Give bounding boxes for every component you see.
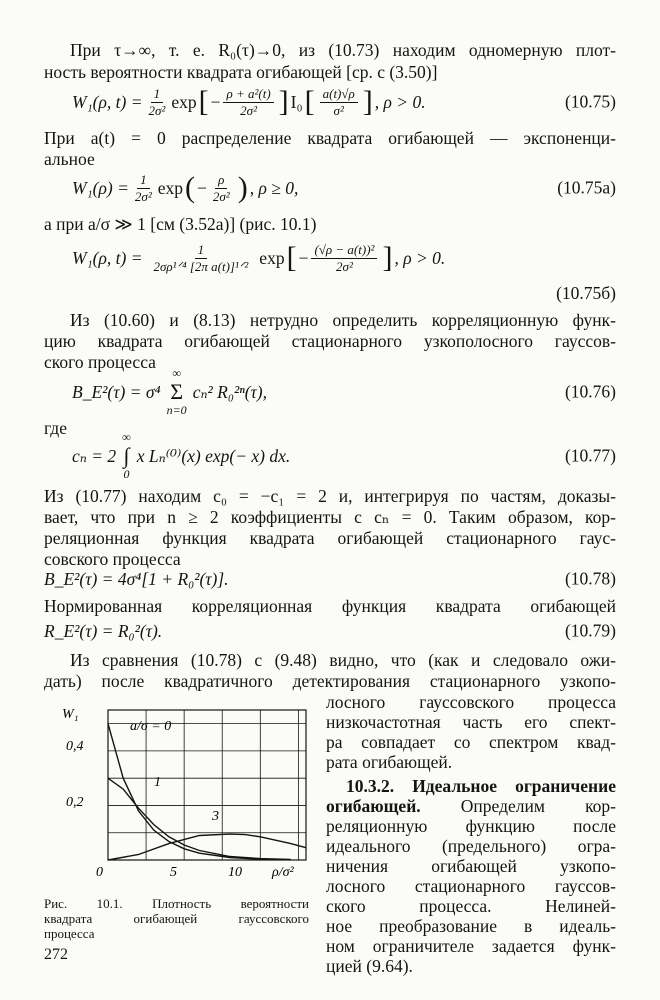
integral-symbol: ∫: [123, 443, 130, 468]
eq-rhs: x Lₙ⁽⁰⁾(x) exp(− x) dx.: [136, 445, 291, 466]
equation-10-76: [44, 368, 616, 416]
right-col-line: ра совпадает со спектром квад-: [326, 732, 616, 752]
sum-symbol: Σ: [170, 379, 184, 404]
section-line: цией (9.64).: [326, 956, 413, 976]
frac-den: 2σ²: [336, 258, 353, 274]
sum-top: ∞: [172, 366, 181, 380]
figure-caption: [44, 896, 309, 941]
series-line-3: [108, 834, 306, 860]
section-line: ное преобразование в идеаль-: [326, 916, 616, 936]
section-line: лосного стационарного гауссов-: [326, 876, 616, 896]
para-compare-line-2: дать) после квадратичного детектирования стационарного узкопо-: [44, 671, 616, 691]
right-col-line: лосного гауссовского процесса: [326, 692, 616, 712]
exp-label: exp: [157, 177, 183, 198]
frac-den: 2σρ¹ᐟ⁴ [2π a(t)]¹ᐟ²: [153, 258, 249, 274]
equation-10-77: [44, 432, 616, 480]
page-number: 272: [44, 946, 68, 963]
series-line-2: [108, 778, 291, 859]
intro-line-2: ность вероятности квадрата огибающей [ср. с (3.50)]: [44, 62, 438, 82]
frac-num: (√ρ − a(t))²: [311, 242, 377, 259]
intro-line-1: При τ→∞, т. е. R₀(τ)→0, из (10.73) находим одномерную плот-: [70, 40, 616, 60]
section-line: идеального (предельного) огра-: [326, 836, 616, 856]
chart-curves: [108, 724, 306, 860]
x-tick-label: 0: [96, 865, 103, 880]
int-bottom: 0: [123, 467, 130, 481]
x-tick-label: 5: [170, 865, 177, 880]
eq-expr: B_E²(τ) = 4σ⁴[1 + R₀²(τ)].: [44, 568, 229, 589]
section-line: [326, 796, 616, 816]
where-text: где: [44, 418, 67, 438]
eq-number: (10.78): [564, 568, 616, 589]
frac-den: σ²: [333, 102, 344, 118]
curve-label-3: 3: [212, 809, 219, 824]
frac-den: 2σ²: [134, 188, 152, 204]
frac-num: ρ + a²(t): [223, 86, 273, 103]
eq-number: (10.75а): [557, 177, 616, 198]
frac-den: 2σ²: [148, 102, 166, 118]
section-line: ном ограничителе задается функ-: [326, 936, 616, 956]
eq-lhs: W₁(ρ, t) =: [72, 91, 143, 112]
caption-line: квадрата огибающей гауссовского: [44, 911, 309, 926]
frac-den: 2σ²: [212, 188, 230, 204]
right-col-line: низкочастотная часть его спект-: [326, 712, 616, 732]
caption-line: Рис. 10.1. Плотность вероятности: [44, 896, 309, 911]
caption-line: процесса: [44, 926, 95, 941]
eq-condition: , ρ ≥ 0,: [249, 177, 299, 198]
figure-10-1: [40, 696, 320, 886]
para-compare-line-1: Из сравнения (10.78) с (9.48) видно, что (как и следовало ожи-: [70, 650, 616, 670]
para-norm: Нормированная корреляционная функция квадрата огибающей: [44, 596, 616, 616]
eq-lhs: cₙ = 2: [72, 445, 117, 466]
x-tick-label: 10: [228, 865, 242, 880]
y-axis-label: W₁: [62, 707, 79, 722]
equation-10-78: [44, 566, 616, 592]
series-line-1: [108, 724, 291, 860]
eq-lhs: W₁(ρ, t) =: [72, 247, 143, 268]
section-line: ничения огибающей узкопо-: [326, 856, 616, 876]
para-a0-line-1: При a(t) = 0 распределение квадрата огибающей — экспоненци-: [44, 128, 616, 148]
section-heading: 10.3.2. Идеальное ограничение: [346, 776, 616, 796]
eq-condition: , ρ > 0.: [374, 91, 426, 112]
section-text: Определим кор-: [460, 796, 617, 816]
exp-label: exp: [171, 91, 197, 112]
para-corr-line-3: ского процесса: [44, 352, 156, 372]
eq-number: (10.79): [564, 620, 616, 641]
para-from-line-3: реляционная функция квадрата огибающей стационарного гаус-: [44, 528, 616, 548]
equation-10-75: W₁(ρ, t) = $\frac{1}{\text{2σ²}}$ exp [ − $\frac{\text{ρ + a²(t)}}{\text{2σ²}}$ ] I₀ [ $\frac{a(t)√\rho}{\text{σ²}}$ ] , ρ > 0. (10.75): [72, 85, 616, 118]
sum-bottom: n=0: [166, 403, 187, 417]
frac-num: a(t)√ρ: [320, 86, 358, 103]
right-column: [326, 692, 616, 976]
curve-label-1: 1: [154, 775, 161, 790]
y-tick-label: 0,2: [66, 795, 84, 810]
frac-num: 1: [151, 86, 164, 103]
equation-10-75a: W₁(ρ) = $\frac{1}{\text{2σ²}}$ exp ( − $\frac{\rho}{\text{2σ²}}$ ) , ρ ≥ 0, (10.75а): [72, 171, 616, 204]
eq-number-10-75b: (10.75б): [556, 283, 616, 303]
section-heading-cont: огибающей.: [326, 796, 421, 816]
section-line: ского процесса. Нелиней-: [326, 896, 616, 916]
right-col-line: рата огибающей.: [326, 752, 453, 772]
x-axis-label: ρ/σ²: [272, 865, 294, 880]
eq-number: (10.75): [564, 91, 616, 112]
y-tick-label: 0,4: [66, 739, 84, 754]
para-corr-line-1: Из (10.60) и (8.13) нетрудно определить корреляционную функ-: [70, 310, 616, 330]
equation-10-75b: W₁(ρ, t) = $\frac{1}{\text{2σρ¹ᐟ⁴ [2π a(t)]¹ᐟ²}}$ exp [ − $\frac{\text{(√ρ − a(t))²}}{\text{2σ²}}$ ] , ρ > 0.: [72, 241, 446, 274]
para-a0-line-2: альное: [44, 149, 95, 169]
curve-label-a0: a/σ = 0: [130, 719, 172, 734]
para-corr-line-2: цию квадрата огибающей стационарного узкополосного гауссов-: [44, 331, 616, 351]
bessel-label: I₀: [290, 91, 303, 112]
eq-expr: R_E²(τ) = R₀²(τ).: [44, 620, 163, 641]
section-line: реляционную функцию после: [326, 816, 616, 836]
exp-label: exp: [259, 247, 285, 268]
para-from-line-4: совского процесса: [44, 549, 181, 569]
para-from-line-1: Из (10.77) находим c₀ = −c₁ = 2 и, интегрируя по частям, доказы-: [44, 486, 616, 506]
int-top: ∞: [122, 430, 131, 444]
eq-condition: , ρ > 0.: [394, 247, 446, 268]
frac-num: ρ: [215, 172, 227, 189]
eq-rhs: cₙ² R₀²ⁿ(τ),: [192, 381, 267, 402]
para-ratio: а при a/σ ≫ 1 [см (3.52а)] (рис. 10.1): [44, 214, 317, 234]
frac-num: 1: [137, 172, 150, 189]
eq-lhs: W₁(ρ) =: [72, 177, 129, 198]
para-from-line-2: вает, что при n ≥ 2 коэффициенты с cₙ = 0. Таким образом, кор-: [44, 507, 616, 527]
eq-lhs: B_E²(τ) = σ⁴: [72, 381, 161, 402]
eq-number: (10.77): [564, 445, 616, 466]
frac-den: 2σ²: [240, 102, 257, 118]
eq-number: (10.76): [564, 381, 616, 402]
equation-10-79: [44, 618, 616, 644]
frac-num: 1: [195, 242, 208, 259]
